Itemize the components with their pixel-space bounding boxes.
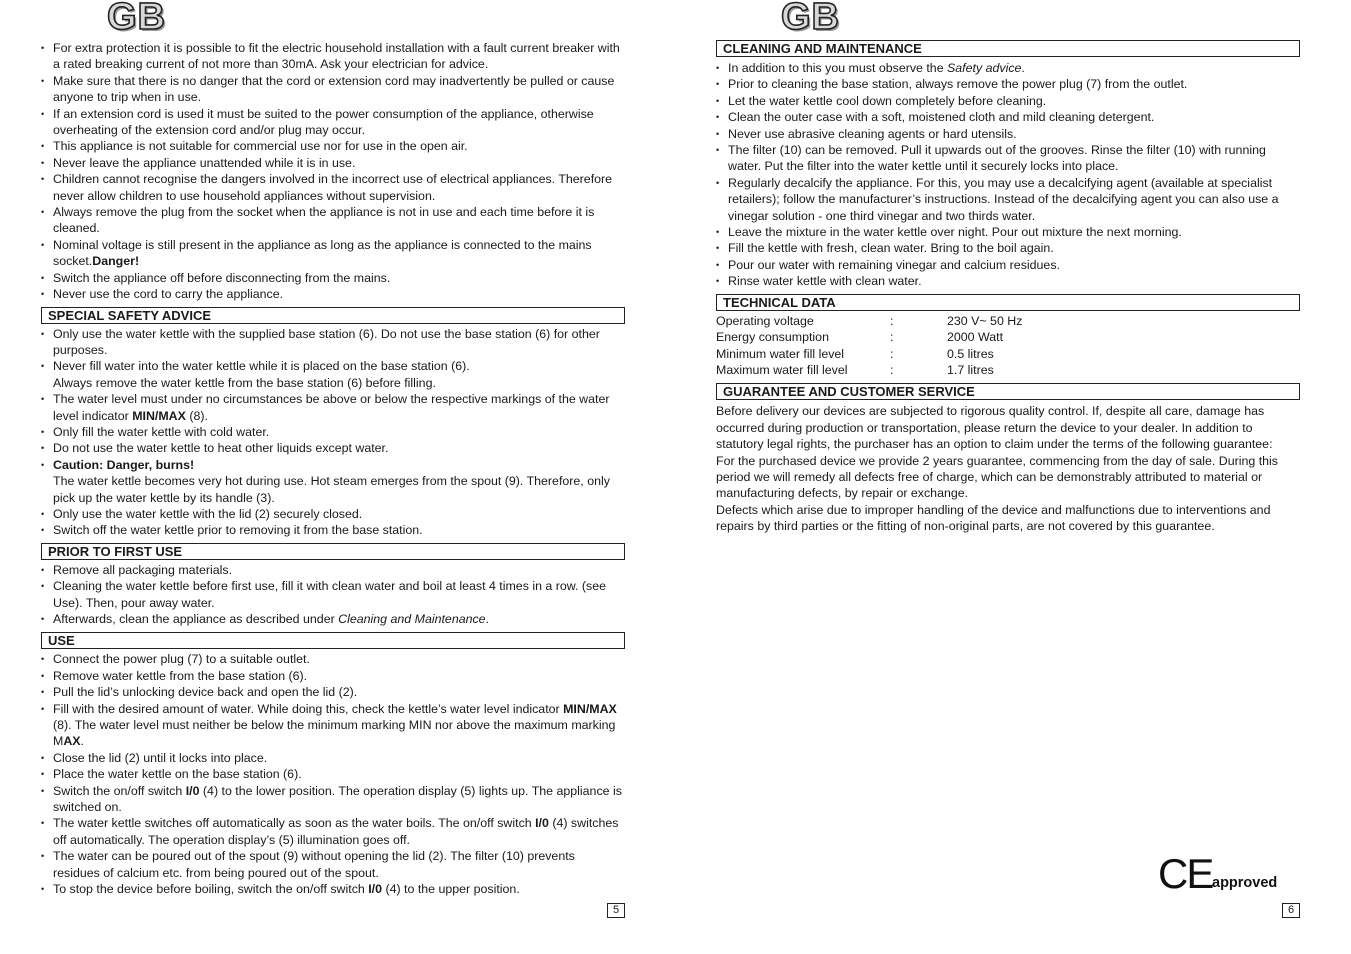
table-row: [716, 346, 1147, 362]
guarantee-text: [716, 403, 1300, 534]
list-item: • Do not use the water kettle to heat other liquids except water.: [41, 440, 625, 456]
section-heading-first-use: PRIOR TO FIRST USE: [41, 543, 625, 560]
list-item: [41, 358, 625, 391]
item-text: Afterwards, clean the appliance as described under: [53, 612, 339, 626]
list-item: • Only use the water kettle with the supplied base station (6). Do not use the base station (6) for other purposes.: [41, 326, 625, 359]
section-heading-use: USE: [41, 632, 625, 649]
list-item: • The water can be poured out of the spout (9) without opening the lid (2). The filter (10) prevents residues of calcium etc. from being poured out of the spout.: [41, 848, 625, 881]
page-number-right: 6: [1282, 903, 1300, 918]
bold-text: Caution: Danger, burns!: [53, 457, 195, 472]
list-item: • Pull the lid’s unlocking device back and open the lid (2).: [41, 684, 625, 700]
list-item: • Cleaning the water kettle before first use, fill it with clean water and boil at least 4 times in a row. (see Use). Then, pour away water.: [41, 578, 625, 611]
section-heading-technical-data: TECHNICAL DATA: [716, 294, 1300, 311]
list-item: • For extra protection it is possible to fit the electric household installation with a fault current breaker with a rated breaking current of not more than 30mA. Ask your electrician for advice.: [41, 40, 625, 73]
bold-text: MIN/MAX: [132, 408, 186, 423]
table-row: [716, 362, 1147, 378]
section-heading-cleaning: CLEANING AND MAINTENANCE: [716, 40, 1300, 57]
tech-sep: :: [890, 313, 894, 328]
tech-value: 0.5 litres: [947, 346, 994, 361]
guarantee-paragraph: Defects which arise due to improper handling of the device and malfunctions due to interventions and repairs by third parties or the fitting of non-original parts, are not covered by this guarantee.: [716, 502, 1271, 534]
list-item: • Always remove the plug from the socket when the appliance is not in use and each time before it is cleaned.: [41, 204, 625, 237]
list-item: • Never use the cord to carry the appliance.: [41, 286, 625, 302]
list-item: • Prior to cleaning the base station, always remove the power plug (7) from the outlet.: [716, 76, 1300, 92]
section-heading-guarantee: GUARANTEE AND CUSTOMER SERVICE: [716, 383, 1300, 400]
tech-value: 2000 Watt: [947, 330, 1004, 345]
list-item: • If an extension cord is used it must be suited to the power consumption of the appliance, otherwise overheating of the extension cord and/or plug may occur.: [41, 106, 625, 139]
item-text: .: [485, 612, 490, 626]
list-item: • Make sure that there is no danger that the cord or extension cord may inadvertently be pulled or cause anyone to trip when in use.: [41, 73, 625, 106]
guarantee-paragraph: For the purchased device we provide 2 years guarantee, commencing from the day of sale. During this period we will remedy all defects free of charge, which can be demonstrably attributed to material or manufacturing defects, by repair or exchange.: [716, 453, 1279, 501]
list-item: [41, 611, 625, 627]
bold-text: I/0: [368, 882, 383, 897]
technical-data-table: [716, 313, 1147, 379]
tech-sep: :: [890, 346, 894, 361]
list-item: • Pour our water with remaining vinegar and calcium residues.: [716, 257, 1300, 273]
cleaning-list: [716, 60, 1300, 290]
item-text: Nominal voltage is still present in the appliance as long as the appliance is connected to the mains socket.: [53, 237, 592, 269]
list-item: • Let the water kettle cool down completely before cleaning.: [716, 93, 1300, 109]
list-item: • Regularly decalcify the appliance. For this, you may use a decalcifying agent (available at specialist retailers); follow the manufacturer’s instructions. Instead of the decalcifying agent you can also use a vinegar solution - one third vinegar and two thirds water.: [716, 175, 1300, 224]
bold-text: AX: [63, 734, 81, 749]
table-row: [716, 329, 1147, 345]
list-item: [41, 237, 625, 270]
language-tag-left: GB: [107, 0, 166, 38]
list-item: • Switch the appliance off before disconnecting from the mains.: [41, 270, 625, 286]
item-text: .: [80, 734, 84, 749]
list-item: [41, 783, 625, 816]
tech-label: Operating voltage: [716, 313, 814, 328]
safety-list: [41, 40, 625, 303]
italic-text: Cleaning and Maintenance: [338, 612, 486, 626]
list-item: • Never use abrasive cleaning agents or hard utensils.: [716, 126, 1300, 142]
tech-value: 1.7 litres: [947, 362, 994, 377]
tech-label: Energy consumption: [716, 330, 829, 345]
bold-text: MIN/MAX: [563, 701, 617, 716]
item-text: Fill with the desired amount of water. While doing this, check the kettle’s water level indicator: [53, 701, 564, 716]
right-page-column: [716, 40, 1300, 535]
list-item: • Remove all packaging materials.: [41, 562, 625, 578]
item-text: To stop the device before boiling, switch the on/off switch: [53, 882, 369, 897]
item-text: (4) to the upper position.: [382, 882, 520, 897]
italic-text: Safety advice: [947, 61, 1022, 75]
tech-value: 230 V~ 50 Hz: [947, 313, 1023, 328]
tech-label: Maximum water fill level: [716, 362, 848, 377]
item-text: In addition to this you must observe the: [728, 61, 948, 75]
list-item: • Rinse water kettle with clean water.: [716, 273, 1300, 289]
list-item: • Never leave the appliance unattended while it is in use.: [41, 155, 625, 171]
list-item: • Place the water kettle on the base station (6).: [41, 766, 625, 782]
item-text: .: [1021, 61, 1025, 75]
page-number-left: 5: [607, 903, 625, 918]
item-text: (8).: [185, 408, 208, 423]
item-text: Never fill water into the water kettle while it is placed on the base station (6).: [53, 359, 470, 374]
tech-sep: :: [890, 362, 894, 377]
tech-sep: :: [890, 330, 894, 345]
guarantee-paragraph: Before delivery our devices are subjected to rigorous quality control. If, despite all care, damage has occurred during production or transportation, please return the device to your dealer. In addition to statutory legal rights, the purchaser has an option to claim under the terms of the following guarantee:: [716, 404, 1273, 452]
list-item: • Only use the water kettle with the lid (2) securely closed.: [41, 506, 625, 522]
bold-text: I/0: [185, 783, 200, 798]
language-tag-right: GB: [781, 0, 840, 38]
item-text: (4) to the lower position. The operation display (5) lights up. The appliance is switched on.: [53, 783, 622, 815]
list-item: • Clean the outer case with a soft, moistened cloth and mild cleaning detergent.: [716, 109, 1300, 125]
list-item: • Children cannot recognise the dangers involved in the incorrect use of electrical appliances. Therefore never allow children to use household appliances without supervision.: [41, 171, 625, 204]
bold-text: I/0: [535, 816, 549, 831]
list-item: • Switch off the water kettle prior to removing it from the base station.: [41, 522, 625, 538]
list-item: [41, 701, 625, 750]
list-item: • This appliance is not suitable for commercial use nor for use in the open air.: [41, 138, 625, 154]
list-item: [41, 815, 625, 848]
tech-label: Minimum water fill level: [716, 346, 845, 361]
left-page-column: [41, 40, 625, 898]
list-item: • Leave the mixture in the water kettle over night. Pour out mixture the next morning.: [716, 224, 1300, 240]
list-item: [41, 881, 625, 897]
list-item: [41, 457, 625, 506]
use-list: [41, 651, 625, 897]
list-item: • Connect the power plug (7) to a suitable outlet.: [41, 651, 625, 667]
list-item: • Only fill the water kettle with cold water.: [41, 424, 625, 440]
item-text: Switch the on/off switch: [53, 783, 186, 798]
table-row: [716, 313, 1147, 329]
list-item: • The filter (10) can be removed. Pull it upwards out of the grooves. Rinse the filter (10) with running water. Put the filter into the water kettle until it securely locks into place.: [716, 142, 1300, 175]
list-item: [716, 60, 1300, 76]
first-use-list: [41, 562, 625, 628]
special-safety-list: [41, 326, 625, 539]
item-text: The water level must under no circumstances be above or below the respective markings of the water level indicator: [53, 392, 610, 423]
list-item: • Close the lid (2) until it locks into place.: [41, 750, 625, 766]
list-item: [41, 391, 625, 424]
approved-label: approved: [1212, 875, 1278, 891]
item-continuation: Always remove the water kettle from the base station (6) before filling.: [53, 375, 436, 390]
section-heading-special-safety: SPECIAL SAFETY ADVICE: [41, 307, 625, 324]
list-item: • Remove water kettle from the base station (6).: [41, 668, 625, 684]
item-text: (8). The water level must neither be below the minimum marking MIN nor above the maximum marking M: [53, 718, 616, 749]
item-continuation: The water kettle becomes very hot during use. Hot steam emerges from the spout (9). Therefore, only pick up the water kettle by its handle (3).: [53, 474, 610, 505]
item-text: (4) switches off automatically. The operation display’s (5) illumination goes off.: [53, 816, 619, 847]
list-item: • Fill the kettle with fresh, clean water. Bring to the boil again.: [716, 240, 1300, 256]
ce-mark-icon: CE: [1158, 850, 1213, 897]
bold-text: Danger!: [92, 254, 140, 269]
item-text: The water kettle switches off automatically as soon as the water boils. The on/off switch: [53, 816, 536, 831]
